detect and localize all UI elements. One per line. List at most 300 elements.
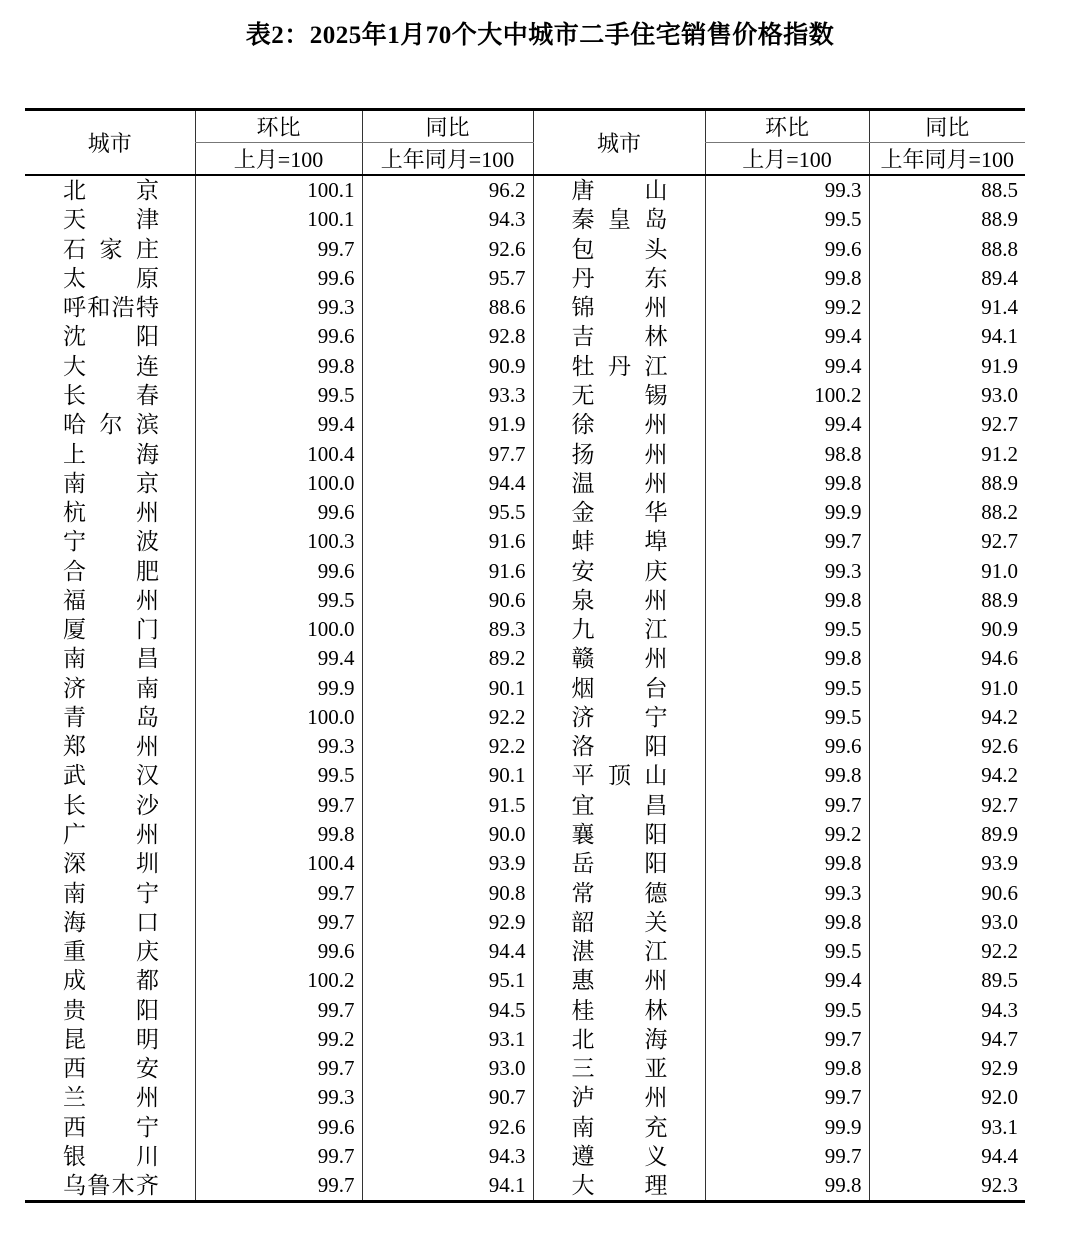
mom-cell-left: 100.1 <box>195 175 362 205</box>
mom-cell-left: 99.7 <box>195 908 362 937</box>
table-header <box>25 110 1025 176</box>
city-name: 蚌埠 <box>571 529 668 555</box>
mom-cell-left: 100.0 <box>195 469 362 498</box>
yoy-cell-left: 90.7 <box>362 1083 533 1112</box>
table-row <box>25 205 1025 234</box>
yoy-cell-right: 94.2 <box>869 703 1025 732</box>
city-name: 丹东 <box>571 265 668 291</box>
yoy-cell-right: 91.2 <box>869 439 1025 468</box>
yoy-cell-right: 94.2 <box>869 761 1025 790</box>
mom-cell-right: 99.8 <box>705 1054 869 1083</box>
table-row <box>25 439 1025 468</box>
yoy-cell-left: 95.5 <box>362 498 533 527</box>
city-cell-left <box>25 703 195 732</box>
table-row <box>25 820 1025 849</box>
yoy-cell-left: 92.9 <box>362 908 533 937</box>
header-yoy-base-right: 上年同月=100 <box>869 143 1025 176</box>
table-row <box>25 410 1025 439</box>
city-cell-left <box>25 644 195 673</box>
city-name: 合肥 <box>63 558 159 584</box>
city-cell-left <box>25 937 195 966</box>
city-cell-left <box>25 1054 195 1083</box>
table-row <box>25 293 1025 322</box>
city-cell-left <box>25 849 195 878</box>
mom-cell-right: 99.5 <box>705 995 869 1024</box>
yoy-cell-right: 93.9 <box>869 849 1025 878</box>
mom-cell-right: 99.9 <box>705 498 869 527</box>
yoy-cell-right: 92.7 <box>869 791 1025 820</box>
city-cell-left <box>25 966 195 995</box>
city-cell-left <box>25 1171 195 1202</box>
mom-cell-right: 99.4 <box>705 410 869 439</box>
mom-cell-left: 100.0 <box>195 703 362 732</box>
yoy-cell-left: 94.4 <box>362 937 533 966</box>
mom-cell-left: 99.5 <box>195 586 362 615</box>
city-name: 岳阳 <box>571 851 668 877</box>
mom-cell-right: 99.8 <box>705 761 869 790</box>
yoy-cell-right: 88.2 <box>869 498 1025 527</box>
mom-cell-right: 99.8 <box>705 644 869 673</box>
city-name: 九江 <box>571 617 668 643</box>
mom-cell-left: 99.8 <box>195 820 362 849</box>
city-cell-left <box>25 615 195 644</box>
city-name: 宁波 <box>63 529 159 555</box>
header-yoy-left: 同比 <box>362 110 533 143</box>
yoy-cell-left: 90.0 <box>362 820 533 849</box>
yoy-cell-right: 92.7 <box>869 410 1025 439</box>
table-row <box>25 1142 1025 1171</box>
yoy-cell-left: 92.8 <box>362 322 533 351</box>
table-row <box>25 264 1025 293</box>
yoy-cell-left: 96.2 <box>362 175 533 205</box>
city-cell-left <box>25 439 195 468</box>
city-name: 乌鲁木齐 <box>63 1173 159 1199</box>
city-cell-right <box>533 175 705 205</box>
city-cell-left <box>25 732 195 761</box>
city-cell-right <box>533 527 705 556</box>
mom-cell-right: 99.9 <box>705 1113 869 1142</box>
yoy-cell-right: 88.9 <box>869 586 1025 615</box>
table-row <box>25 381 1025 410</box>
mom-cell-right: 99.4 <box>705 966 869 995</box>
yoy-cell-right: 90.6 <box>869 878 1025 907</box>
mom-cell-left: 99.7 <box>195 1171 362 1202</box>
city-name: 银川 <box>63 1143 159 1169</box>
city-name: 常德 <box>571 880 668 906</box>
city-cell-left <box>25 498 195 527</box>
city-name: 烟台 <box>571 675 668 701</box>
mom-cell-left: 99.6 <box>195 937 362 966</box>
mom-cell-left: 99.3 <box>195 1083 362 1112</box>
city-cell-right <box>533 205 705 234</box>
city-cell-left <box>25 235 195 264</box>
city-cell-left <box>25 995 195 1024</box>
table-row <box>25 849 1025 878</box>
mom-cell-left: 99.5 <box>195 381 362 410</box>
yoy-cell-left: 92.6 <box>362 1113 533 1142</box>
mom-cell-left: 100.2 <box>195 966 362 995</box>
city-cell-right <box>533 293 705 322</box>
yoy-cell-left: 91.6 <box>362 527 533 556</box>
city-name: 南宁 <box>63 880 159 906</box>
city-name: 济南 <box>63 675 159 701</box>
yoy-cell-right: 94.7 <box>869 1025 1025 1054</box>
header-city-left: 城市 <box>25 110 195 176</box>
city-name: 兰州 <box>63 1085 159 1111</box>
city-cell-left <box>25 175 195 205</box>
mom-cell-left: 99.7 <box>195 995 362 1024</box>
city-name: 安庆 <box>571 558 668 584</box>
table-row <box>25 1054 1025 1083</box>
mom-cell-right: 99.3 <box>705 556 869 585</box>
table-row <box>25 761 1025 790</box>
city-name: 北京 <box>63 178 159 204</box>
city-cell-left <box>25 761 195 790</box>
header-city-right: 城市 <box>533 110 705 176</box>
yoy-cell-right: 94.4 <box>869 1142 1025 1171</box>
city-name: 西宁 <box>63 1114 159 1140</box>
yoy-cell-left: 97.7 <box>362 439 533 468</box>
mom-cell-left: 99.6 <box>195 264 362 293</box>
city-cell-right <box>533 439 705 468</box>
city-cell-left <box>25 381 195 410</box>
city-name: 无锡 <box>571 382 668 408</box>
city-cell-left <box>25 205 195 234</box>
yoy-cell-right: 92.7 <box>869 527 1025 556</box>
city-name: 金华 <box>571 500 668 526</box>
mom-cell-left: 99.7 <box>195 235 362 264</box>
yoy-cell-right: 89.9 <box>869 820 1025 849</box>
yoy-cell-left: 91.9 <box>362 410 533 439</box>
city-name: 哈尔滨 <box>63 412 159 438</box>
city-cell-left <box>25 674 195 703</box>
city-name: 长春 <box>63 382 159 408</box>
mom-cell-left: 100.1 <box>195 205 362 234</box>
mom-cell-left: 100.4 <box>195 439 362 468</box>
yoy-cell-right: 94.3 <box>869 995 1025 1024</box>
table-row <box>25 615 1025 644</box>
mom-cell-left: 99.3 <box>195 293 362 322</box>
mom-cell-right: 99.8 <box>705 264 869 293</box>
mom-cell-left: 99.2 <box>195 1025 362 1054</box>
yoy-cell-right: 92.6 <box>869 732 1025 761</box>
table-row <box>25 732 1025 761</box>
table-row <box>25 1083 1025 1112</box>
city-cell-left <box>25 322 195 351</box>
city-name: 平顶山 <box>571 763 668 789</box>
yoy-cell-right: 88.8 <box>869 235 1025 264</box>
city-cell-right <box>533 878 705 907</box>
city-name: 吉林 <box>571 324 668 350</box>
table-row <box>25 469 1025 498</box>
table-row <box>25 878 1025 907</box>
yoy-cell-left: 93.1 <box>362 1025 533 1054</box>
city-name: 湛江 <box>571 939 668 965</box>
yoy-cell-left: 92.2 <box>362 732 533 761</box>
yoy-cell-right: 92.2 <box>869 937 1025 966</box>
yoy-cell-left: 95.7 <box>362 264 533 293</box>
mom-cell-right: 100.2 <box>705 381 869 410</box>
city-cell-right <box>533 235 705 264</box>
city-cell-right <box>533 908 705 937</box>
yoy-cell-left: 90.8 <box>362 878 533 907</box>
header-yoy-right: 同比 <box>869 110 1025 143</box>
table-row <box>25 644 1025 673</box>
city-name: 韶关 <box>571 909 668 935</box>
city-name: 大理 <box>571 1173 668 1199</box>
city-cell-right <box>533 644 705 673</box>
mom-cell-right: 99.7 <box>705 791 869 820</box>
mom-cell-right: 99.5 <box>705 703 869 732</box>
yoy-cell-right: 88.5 <box>869 175 1025 205</box>
mom-cell-right: 98.8 <box>705 439 869 468</box>
city-name: 泸州 <box>571 1085 668 1111</box>
city-cell-right <box>533 264 705 293</box>
table-row <box>25 674 1025 703</box>
yoy-cell-right: 88.9 <box>869 205 1025 234</box>
city-cell-right <box>533 703 705 732</box>
city-name: 赣州 <box>571 646 668 672</box>
mom-cell-right: 99.7 <box>705 1025 869 1054</box>
mom-cell-right: 99.3 <box>705 175 869 205</box>
yoy-cell-right: 93.1 <box>869 1113 1025 1142</box>
mom-cell-right: 99.8 <box>705 586 869 615</box>
city-cell-right <box>533 1171 705 1202</box>
yoy-cell-right: 91.4 <box>869 293 1025 322</box>
city-cell-left <box>25 820 195 849</box>
city-name: 宜昌 <box>571 792 668 818</box>
mom-cell-left: 99.3 <box>195 732 362 761</box>
table-row <box>25 1171 1025 1202</box>
mom-cell-left: 99.9 <box>195 674 362 703</box>
city-name: 昆明 <box>63 1026 159 1052</box>
city-name: 徐州 <box>571 412 668 438</box>
yoy-cell-right: 91.0 <box>869 674 1025 703</box>
mom-cell-left: 99.5 <box>195 761 362 790</box>
yoy-cell-left: 94.5 <box>362 995 533 1024</box>
city-name: 长沙 <box>63 792 159 818</box>
mom-cell-left: 99.6 <box>195 322 362 351</box>
yoy-cell-right: 93.0 <box>869 908 1025 937</box>
yoy-cell-left: 94.3 <box>362 1142 533 1171</box>
city-name: 太原 <box>63 265 159 291</box>
mom-cell-left: 99.4 <box>195 644 362 673</box>
city-cell-left <box>25 1142 195 1171</box>
mom-cell-left: 99.8 <box>195 352 362 381</box>
city-name: 石家庄 <box>63 236 159 262</box>
mom-cell-right: 99.6 <box>705 732 869 761</box>
mom-cell-right: 99.7 <box>705 1083 869 1112</box>
mom-cell-right: 99.5 <box>705 674 869 703</box>
table-row <box>25 322 1025 351</box>
table-row <box>25 1113 1025 1142</box>
header-mom-right: 环比 <box>705 110 869 143</box>
yoy-cell-right: 89.5 <box>869 966 1025 995</box>
mom-cell-right: 99.5 <box>705 937 869 966</box>
mom-cell-left: 99.6 <box>195 1113 362 1142</box>
yoy-cell-right: 92.0 <box>869 1083 1025 1112</box>
city-name: 洛阳 <box>571 734 668 760</box>
city-name: 大连 <box>63 353 159 379</box>
mom-cell-left: 99.4 <box>195 410 362 439</box>
city-cell-right <box>533 820 705 849</box>
mom-cell-left: 99.7 <box>195 878 362 907</box>
city-cell-right <box>533 937 705 966</box>
table-row <box>25 791 1025 820</box>
city-cell-right <box>533 966 705 995</box>
table-row <box>25 995 1025 1024</box>
table-row <box>25 966 1025 995</box>
city-name: 泉州 <box>571 587 668 613</box>
mom-cell-right: 99.8 <box>705 469 869 498</box>
yoy-cell-left: 94.3 <box>362 205 533 234</box>
city-name: 桂林 <box>571 997 668 1023</box>
city-name: 广州 <box>63 821 159 847</box>
yoy-cell-right: 88.9 <box>869 469 1025 498</box>
yoy-cell-right: 89.4 <box>869 264 1025 293</box>
price-index-table <box>25 108 1025 1203</box>
table-row <box>25 703 1025 732</box>
city-name: 武汉 <box>63 763 159 789</box>
yoy-cell-left: 92.2 <box>362 703 533 732</box>
city-cell-right <box>533 586 705 615</box>
yoy-cell-right: 91.0 <box>869 556 1025 585</box>
city-cell-left <box>25 527 195 556</box>
yoy-cell-left: 92.6 <box>362 235 533 264</box>
yoy-cell-right: 91.9 <box>869 352 1025 381</box>
city-name: 重庆 <box>63 939 159 965</box>
mom-cell-right: 99.5 <box>705 205 869 234</box>
city-name: 锦州 <box>571 295 668 321</box>
yoy-cell-left: 90.1 <box>362 674 533 703</box>
city-cell-right <box>533 381 705 410</box>
city-name: 温州 <box>571 470 668 496</box>
city-cell-right <box>533 1113 705 1142</box>
mom-cell-right: 99.8 <box>705 908 869 937</box>
table-row <box>25 556 1025 585</box>
city-name: 秦皇岛 <box>571 207 668 233</box>
table-body <box>25 175 1025 1202</box>
table-row <box>25 908 1025 937</box>
city-name: 呼和浩特 <box>63 295 159 321</box>
yoy-cell-left: 95.1 <box>362 966 533 995</box>
city-cell-left <box>25 410 195 439</box>
city-cell-right <box>533 410 705 439</box>
city-name: 成都 <box>63 968 159 994</box>
city-cell-right <box>533 761 705 790</box>
yoy-cell-left: 93.0 <box>362 1054 533 1083</box>
city-name: 扬州 <box>571 441 668 467</box>
header-mom-base-right: 上月=100 <box>705 143 869 176</box>
yoy-cell-right: 90.9 <box>869 615 1025 644</box>
city-cell-left <box>25 293 195 322</box>
city-name: 南充 <box>571 1114 668 1140</box>
city-cell-right <box>533 1083 705 1112</box>
city-cell-right <box>533 1142 705 1171</box>
city-cell-right <box>533 615 705 644</box>
table-row <box>25 1025 1025 1054</box>
mom-cell-right: 99.2 <box>705 820 869 849</box>
city-cell-left <box>25 469 195 498</box>
mom-cell-right: 99.4 <box>705 352 869 381</box>
yoy-cell-right: 94.1 <box>869 322 1025 351</box>
city-name: 遵义 <box>571 1143 668 1169</box>
table-row <box>25 586 1025 615</box>
mom-cell-right: 99.2 <box>705 293 869 322</box>
city-name: 牡丹江 <box>571 353 668 379</box>
mom-cell-left: 100.0 <box>195 615 362 644</box>
city-name: 济宁 <box>571 704 668 730</box>
table-row <box>25 527 1025 556</box>
city-name: 三亚 <box>571 1056 668 1082</box>
yoy-cell-left: 94.1 <box>362 1171 533 1202</box>
city-cell-left <box>25 1025 195 1054</box>
city-name: 西安 <box>63 1056 159 1082</box>
yoy-cell-right: 94.6 <box>869 644 1025 673</box>
yoy-cell-left: 90.9 <box>362 352 533 381</box>
yoy-cell-left: 90.1 <box>362 761 533 790</box>
mom-cell-right: 99.7 <box>705 527 869 556</box>
mom-cell-left: 99.6 <box>195 498 362 527</box>
city-name: 海口 <box>63 909 159 935</box>
city-name: 北海 <box>571 1026 668 1052</box>
city-cell-right <box>533 791 705 820</box>
yoy-cell-left: 88.6 <box>362 293 533 322</box>
mom-cell-right: 99.4 <box>705 322 869 351</box>
city-name: 沈阳 <box>63 324 159 350</box>
city-name: 惠州 <box>571 968 668 994</box>
table-row <box>25 498 1025 527</box>
city-name: 杭州 <box>63 500 159 526</box>
city-cell-left <box>25 878 195 907</box>
city-cell-left <box>25 908 195 937</box>
header-yoy-base-left: 上年同月=100 <box>362 143 533 176</box>
city-name: 郑州 <box>63 734 159 760</box>
mom-cell-left: 99.6 <box>195 556 362 585</box>
city-name: 南昌 <box>63 646 159 672</box>
yoy-cell-right: 93.0 <box>869 381 1025 410</box>
mom-cell-left: 100.4 <box>195 849 362 878</box>
city-cell-left <box>25 791 195 820</box>
city-name: 唐山 <box>571 178 668 204</box>
mom-cell-right: 99.5 <box>705 615 869 644</box>
city-name: 包头 <box>571 236 668 262</box>
city-cell-right <box>533 322 705 351</box>
yoy-cell-left: 93.3 <box>362 381 533 410</box>
table-title: 表2：2025年1月70个大中城市二手住宅销售价格指数 <box>245 22 835 49</box>
mom-cell-left: 99.7 <box>195 1142 362 1171</box>
mom-cell-right: 99.8 <box>705 1171 869 1202</box>
mom-cell-left: 99.7 <box>195 1054 362 1083</box>
mom-cell-right: 99.7 <box>705 1142 869 1171</box>
header-mom-left: 环比 <box>195 110 362 143</box>
city-cell-left <box>25 1083 195 1112</box>
city-cell-right <box>533 1054 705 1083</box>
city-name: 深圳 <box>63 851 159 877</box>
yoy-cell-left: 90.6 <box>362 586 533 615</box>
yoy-cell-left: 94.4 <box>362 469 533 498</box>
city-name: 南京 <box>63 470 159 496</box>
city-cell-right <box>533 732 705 761</box>
city-cell-right <box>533 556 705 585</box>
mom-cell-right: 99.6 <box>705 235 869 264</box>
city-cell-right <box>533 1025 705 1054</box>
city-cell-left <box>25 1113 195 1142</box>
table-row <box>25 937 1025 966</box>
city-cell-left <box>25 556 195 585</box>
table-row <box>25 352 1025 381</box>
city-cell-right <box>533 352 705 381</box>
